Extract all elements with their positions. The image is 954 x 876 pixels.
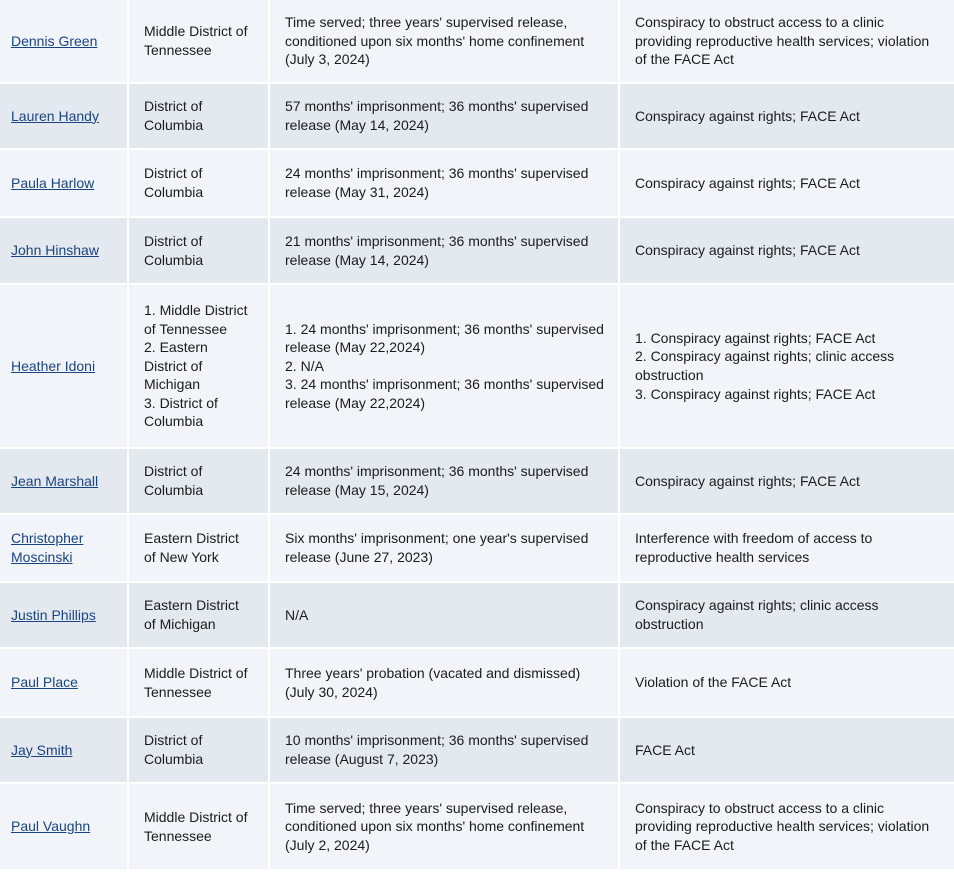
table-row [0, 783, 954, 870]
table-row [0, 448, 954, 514]
district-cell [128, 648, 269, 717]
charges-cell [619, 83, 954, 149]
district-cell [128, 0, 269, 83]
district-cell [128, 83, 269, 149]
sentence-text: Six months' imprisonment; one year's supervised release (June 27, 2023) [285, 530, 589, 565]
sentence-cell [269, 582, 619, 648]
district-text: District of Columbia [144, 165, 204, 200]
defendant-link[interactable]: Paula Harlow [11, 174, 95, 191]
sentence-cell [269, 783, 619, 870]
sentence-text: N/A [285, 606, 309, 623]
sentence-text: 24 months' imprisonment; 36 months' supervised release (May 31, 2024) [285, 165, 589, 200]
charges-text: Conspiracy against rights; FACE Act [635, 107, 860, 124]
district-text: Middle District of Tennessee [144, 808, 248, 844]
defendant-cell [0, 149, 128, 217]
defendant-link[interactable]: Paul Vaughn [11, 818, 91, 835]
defendant-cell [0, 783, 128, 870]
district-text: 3. District of Columbia [144, 394, 218, 430]
charges-cell [619, 783, 954, 870]
defendant-cell [0, 83, 128, 149]
defendant-link[interactable]: Heather Idoni [11, 357, 96, 374]
charges-text: 1. Conspiracy against rights; FACE Act [635, 329, 876, 346]
district-text: Eastern District of Michigan [144, 597, 239, 632]
table-row [0, 83, 954, 149]
charges-cell [619, 448, 954, 514]
charges-text: Conspiracy against rights; FACE Act [635, 174, 860, 191]
defendant-cell [0, 217, 128, 284]
charges-cell [619, 648, 954, 717]
sentence-text: 21 months' imprisonment; 36 months' supervised release (May 14, 2024) [285, 232, 589, 268]
district-cell [128, 284, 269, 448]
charges-cell [619, 514, 954, 582]
sentence-text: 24 months' imprisonment; 36 months' supervised release (May 15, 2024) [285, 463, 589, 498]
charges-text: 2. Conspiracy against rights; clinic access obstruction [635, 348, 895, 383]
defendant-link[interactable]: Jean Marshall [11, 472, 99, 489]
charges-cell [619, 717, 954, 783]
charges-cell [619, 582, 954, 648]
charges-text: FACE Act [635, 741, 695, 758]
sentence-text: Three years' probation (vacated and dismissed) (July 30, 2024) [285, 664, 581, 700]
table-row [0, 0, 954, 83]
defendant-cell [0, 514, 128, 582]
defendant-link[interactable]: John Hinshaw [11, 242, 99, 259]
sentence-text: 1. 24 months' imprisonment; 36 months' supervised release (May 22,2024) [285, 320, 604, 356]
charges-text: Conspiracy to obstruct access to a clinic providing reproductive health services; violation of the FACE Act [635, 14, 930, 68]
sentence-text: 3. 24 months' imprisonment; 36 months' supervised release (May 22,2024) [285, 376, 604, 411]
charges-cell [619, 0, 954, 83]
charges-text: Conspiracy against rights; FACE Act [635, 472, 860, 489]
charges-text: Violation of the FACE Act [635, 674, 792, 691]
defendant-link[interactable]: Dennis Green [11, 32, 98, 49]
sentence-cell [269, 717, 619, 783]
district-cell [128, 149, 269, 217]
district-text: Middle District of Tennessee [144, 23, 248, 58]
district-text: Eastern District of New York [144, 530, 239, 565]
defendant-cell [0, 717, 128, 783]
charges-cell [619, 284, 954, 448]
district-cell [128, 217, 269, 284]
charges-text: 3. Conspiracy against rights; FACE Act [635, 385, 876, 402]
table-row [0, 217, 954, 284]
sentence-cell [269, 514, 619, 582]
table-row [0, 582, 954, 648]
charges-text: Conspiracy against rights; FACE Act [635, 242, 860, 259]
charges-text: Conspiracy to obstruct access to a clinic providing reproductive health services; violation of the FACE Act [635, 799, 930, 853]
district-cell [128, 717, 269, 783]
district-text: 1. Middle District of Tennessee [144, 301, 248, 337]
district-text: 2. Eastern District of Michigan [144, 339, 208, 393]
district-text: Middle District of Tennessee [144, 664, 248, 700]
defendant-link[interactable]: Jay Smith [11, 741, 73, 758]
table-row [0, 717, 954, 783]
district-text: District of Columbia [144, 232, 204, 268]
charges-text: Interference with freedom of access to reproductive health services [635, 530, 873, 565]
sentence-cell [269, 0, 619, 83]
sentence-text: 10 months' imprisonment; 36 months' supervised release (August 7, 2023) [285, 732, 589, 767]
defendant-link[interactable]: Lauren Handy [11, 107, 99, 124]
defendant-cell [0, 648, 128, 717]
sentence-cell [269, 648, 619, 717]
sentence-cell [269, 83, 619, 149]
sentence-cell [269, 448, 619, 514]
district-cell [128, 448, 269, 514]
defendant-cell [0, 284, 128, 448]
sentence-text: 2. N/A [285, 357, 324, 374]
defendant-cell [0, 448, 128, 514]
sentence-cell [269, 217, 619, 284]
table-row [0, 648, 954, 717]
sentence-cell [269, 284, 619, 448]
charges-text: Conspiracy against rights; clinic access obstruction [635, 597, 879, 632]
charges-cell [619, 217, 954, 284]
district-cell [128, 783, 269, 870]
district-text: District of Columbia [144, 732, 204, 767]
sentence-text: Time served; three years' supervised release, conditioned upon six months' home confinement (July 2, 2024) [285, 799, 585, 853]
defendant-link[interactable]: Christopher Moscinski [11, 530, 84, 565]
sentence-text: 57 months' imprisonment; 36 months' supervised release (May 14, 2024) [285, 98, 589, 133]
table-row [0, 284, 954, 448]
district-text: District of Columbia [144, 98, 204, 133]
table-row [0, 149, 954, 217]
defendant-link[interactable]: Paul Place [11, 674, 78, 691]
district-cell [128, 514, 269, 582]
table-row [0, 514, 954, 582]
defendant-cell [0, 0, 128, 83]
charges-cell [619, 149, 954, 217]
sentence-cell [269, 149, 619, 217]
defendant-cell [0, 582, 128, 648]
district-cell [128, 582, 269, 648]
defendant-link[interactable]: Justin Phillips [11, 606, 96, 623]
district-text: District of Columbia [144, 463, 204, 498]
sentence-text: Time served; three years' supervised release, conditioned upon six months' home confinement (July 3, 2024) [285, 14, 585, 68]
